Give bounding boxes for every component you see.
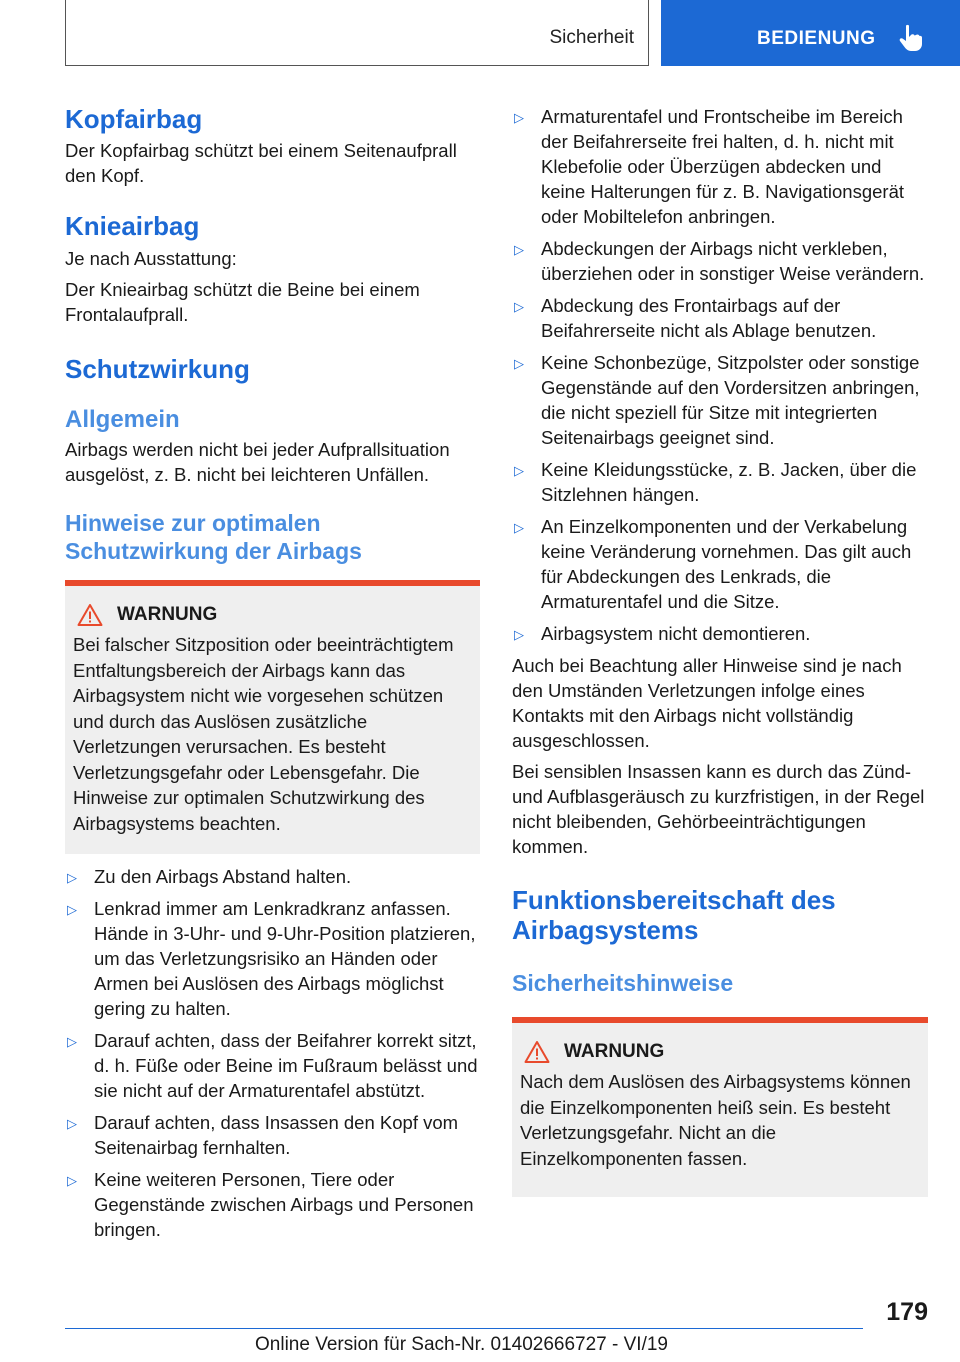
triangle-bullet-icon: ▷ (514, 242, 524, 257)
triangle-bullet-icon: ▷ (67, 870, 77, 885)
list-item: ▷ Keine Kleidungsstücke, z. B. Jacken, über die Sitzlehnen hängen. (514, 459, 917, 505)
triangle-bullet-icon: ▷ (514, 627, 524, 642)
heading-knieairbag: Knieairbag (65, 211, 200, 241)
triangle-bullet-icon: ▷ (67, 1034, 77, 1049)
hint-list-right (512, 104, 928, 646)
page-number: 179 (886, 1298, 928, 1326)
right-text-2: Bei sensiblen Insassen kann es durch das Zünd- und Aufblasgeräusch zu kurzfristigen, in der Regel nicht bleibenden, Gehörbeeinträchtigungen kommen. (512, 761, 925, 857)
hint-list-left (65, 864, 480, 1242)
right-text-1: Auch bei Beachtung aller Hinweise sind je nach den Umständen Verletzungen infolge eines Kontakts mit den Airbags nicht vollständig ausgeschlossen. (512, 655, 902, 751)
list-item: ▷ Armaturentafel und Frontscheibe im Bereich der Beifahrerseite frei halten, d. h. nicht mit Klebefolie oder Überzügen abdecken und keine Halterungen für z. B. Navigationsgerät oder Mobiltelefon anbringen. (514, 106, 905, 227)
hand-pointer-icon (897, 24, 923, 52)
header-tab-bedienung[interactable] (661, 0, 960, 66)
triangle-bullet-icon: ▷ (514, 299, 524, 314)
list-item: ▷ Abdeckungen der Airbags nicht verkleben, überziehen oder in sonstiger Weise verändern. (514, 238, 925, 284)
list-item: ▷ Darauf achten, dass der Beifahrer korrekt sitzt, d. h. Füße oder Beine im Fußraum belässt und sie nicht auf der Armaturentafel abstützt. (67, 1030, 478, 1101)
list-item: ▷ An Einzelkomponenten und der Verkabelung keine Veränderung vornehmen. Das gilt auch für Abdeckungen des Lenkrads, die Armaturentafel und die Sitze. (514, 516, 912, 612)
triangle-bullet-icon: ▷ (514, 463, 524, 478)
heading-schutzwirkung: Schutzwirkung (65, 354, 250, 384)
warning-title (520, 1039, 920, 1065)
warning-text: Nach dem Auslösen des Airbagsystems können die Einzelkomponenten heiß sein. Es besteht Verletzungsgefahr. Nicht an die Einzelkomponenten fassen. (520, 1071, 911, 1169)
heading-allgemein: Allgemein (65, 406, 180, 433)
warning-title-label: WARNUNG (564, 1041, 665, 1062)
header-section-box (65, 0, 649, 66)
warning-box (65, 580, 480, 854)
warning-triangle-icon (524, 1040, 550, 1064)
triangle-bullet-icon: ▷ (67, 902, 77, 917)
triangle-bullet-icon: ▷ (514, 110, 524, 125)
footer-divider (65, 1328, 863, 1329)
left-column (65, 100, 480, 1249)
warning-box-right (512, 1017, 928, 1197)
list-item: ▷ Abdeckung des Frontairbags auf der Beifahrerseite nicht als Ablage benutzen. (514, 295, 877, 341)
warning-triangle-icon (77, 603, 103, 627)
list-item: ▷ Airbagsystem nicht demontieren. (512, 621, 928, 646)
list-item: ▷ Keine weiteren Personen, Tiere oder Gegenstände zwischen Airbags und Personen bringen. (67, 1169, 474, 1240)
right-column (512, 104, 928, 1197)
list-item: ▷ Zu den Airbags Abstand halten. (65, 864, 480, 889)
knieairbag-text-1: Je nach Ausstattung: (65, 248, 237, 269)
triangle-bullet-icon: ▷ (514, 356, 524, 371)
warning-title (73, 602, 472, 628)
triangle-bullet-icon: ▷ (514, 520, 524, 535)
kopfairbag-text: Der Kopfairbag schützt bei einem Seitenaufprall den Kopf. (65, 140, 457, 186)
allgemein-text: Airbags werden nicht bei jeder Aufprallsituation ausgelöst, z. B. nicht bei leichteren Unfällen. (65, 439, 450, 485)
heading-sicherheitshinweise: Sicherheitshinweise (512, 970, 734, 996)
footer-online-version: Online Version für Sach-Nr. 01402666727 - VI/19 (255, 1334, 668, 1355)
heading-hinweise: Hinweise zur optimalen Schutzwirkung der Airbags (65, 510, 362, 564)
header-tab-label: BEDIENUNG (757, 28, 876, 49)
heading-kopfairbag: Kopfairbag (65, 104, 203, 134)
warning-text: Bei falscher Sitzposition oder beeinträchtigtem Entfaltungsbereich der Airbags kann das Airbagsystem nicht wie vorgesehen schützen und durch das Auslösen zusätzliche Verletzungen verursachen. Es besteht Verletzungsgefahr oder Lebensgefahr. Die Hinweise zur optimalen Schutzwirkung des Airbagsystems beachten. (73, 634, 454, 834)
warning-title-label: WARNUNG (117, 604, 218, 625)
header-section-title: Sicherheit (549, 27, 634, 48)
list-item: ▷ Lenkrad immer am Lenkradkranz anfassen. Hände in 3-Uhr- und 9-Uhr-Position platzieren, um das Verletzungsrisiko an Händen oder Armen bei Auslösen des Airbags möglichst gering zu halten. (67, 898, 476, 1019)
knieairbag-text-2: Der Knieairbag schützt die Beine bei einem Frontalaufprall. (65, 279, 420, 325)
triangle-bullet-icon: ▷ (67, 1173, 77, 1188)
triangle-bullet-icon: ▷ (67, 1116, 77, 1131)
list-item: ▷ Darauf achten, dass Insassen den Kopf vom Seitenairbag fernhalten. (67, 1112, 459, 1158)
list-item: ▷ Keine Schonbezüge, Sitzpolster oder sonstige Gegenstände auf den Vordersitzen anbringen, die nicht speziell für Sitze mit integrierten Seitenairbags geeignet sind. (514, 352, 920, 448)
heading-funktionsbereitschaft: Funktionsbereitschaft des Airbagsystems (512, 885, 836, 945)
